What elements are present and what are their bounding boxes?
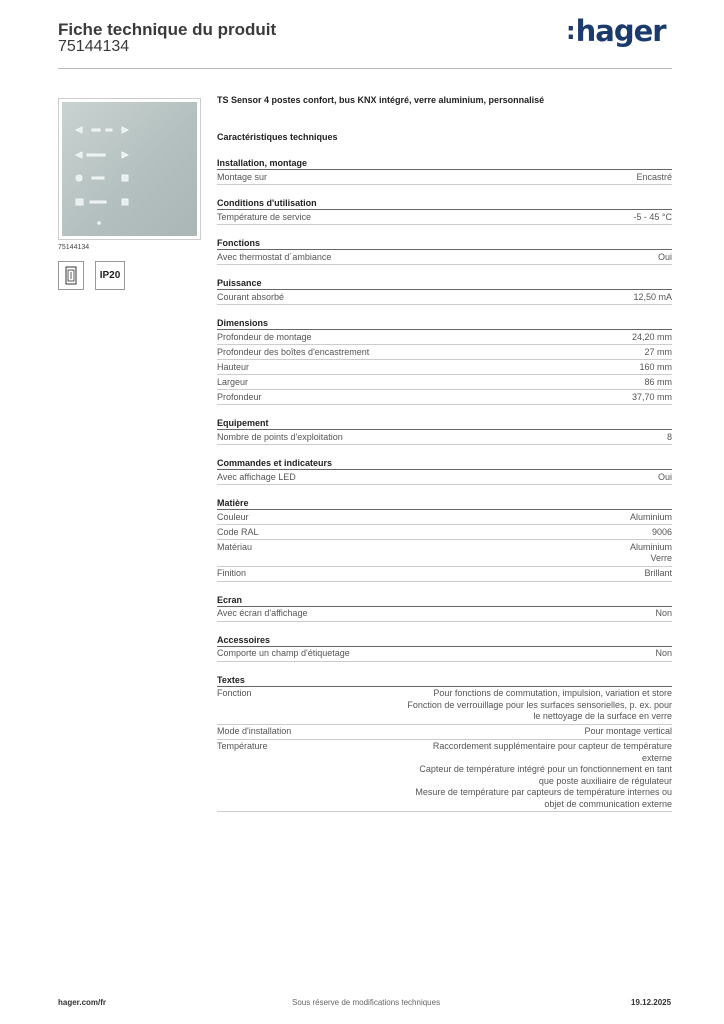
section-spacer: [217, 185, 672, 194]
spec-value: [630, 542, 672, 565]
footer-date: 19.12.2025: [631, 998, 672, 1007]
spec-value-line: -5 - 45 °C: [633, 211, 672, 222]
spec-label: Température de service: [217, 211, 312, 222]
spec-label: Température: [217, 741, 268, 751]
section-title: Matière: [217, 494, 672, 510]
section-title: Commandes et indicateurs: [217, 454, 672, 470]
tech-heading: Caractéristiques techniques: [217, 132, 338, 142]
spec-value-line: Non: [655, 608, 672, 618]
spec-value: [644, 347, 672, 359]
section-title: Dimensions: [217, 314, 672, 330]
product-image: [58, 98, 201, 240]
spec-value-line: Aluminium: [629, 511, 672, 522]
spec-label: Mode d'installation: [217, 726, 292, 736]
spec-value-line: Encastré: [636, 171, 672, 182]
section-title: Fonctions: [217, 234, 672, 250]
section-spacer: [217, 225, 672, 234]
spec-row: [217, 740, 672, 813]
logo-text: hager: [575, 14, 666, 48]
section-spacer: [217, 622, 672, 631]
page-title: Fiche technique du produit: [58, 20, 277, 39]
spec-row: [217, 510, 672, 525]
spec-row: [217, 375, 672, 390]
spec-value-line: Brillant: [644, 568, 672, 578]
spec-section: [217, 274, 672, 314]
spec-row: [217, 330, 672, 345]
spec-value: [415, 741, 672, 810]
spec-value-line: 86 mm: [644, 376, 672, 387]
spec-value: [636, 172, 672, 184]
spec-section: [217, 414, 672, 454]
flush-mount-icon: [58, 261, 84, 290]
spec-label: Profondeur de montage: [217, 331, 312, 342]
spec-label: Code RAL: [217, 526, 259, 537]
ip20-badge: IP20: [95, 261, 125, 290]
spec-section: [217, 454, 672, 494]
section-title: Ecran: [217, 591, 672, 607]
spec-value-line: externe: [641, 752, 672, 763]
spec-value: [644, 568, 672, 580]
spec-value-line: objet de communication externe: [544, 798, 672, 809]
spec-value-line: que poste auxiliaire de régulateur: [538, 775, 672, 786]
spec-value-line: 12,50 mA: [633, 291, 672, 302]
section-spacer: [217, 662, 672, 671]
footer-website[interactable]: hager.com/fr: [58, 998, 107, 1007]
hager-logo[interactable]: :hager: [566, 14, 666, 48]
spec-value: [658, 252, 672, 264]
header-divider: [58, 68, 672, 69]
spec-value-line: Mesure de température par capteurs de température internes ou: [415, 787, 672, 797]
spec-label: Couleur: [217, 511, 249, 522]
spec-row: [217, 687, 672, 725]
spec-value: [639, 362, 672, 374]
spec-section: [217, 494, 672, 591]
spec-value: [658, 472, 672, 484]
spec-row: [217, 360, 672, 375]
spec-row: [217, 525, 672, 540]
section-title: Textes: [217, 671, 672, 687]
spec-row: [217, 567, 672, 582]
spec-value-line: Raccordement supplémentaire pour capteur de température: [432, 741, 672, 751]
spec-value: [652, 527, 672, 539]
spec-sections: [217, 154, 672, 821]
spec-label: Avec écran d'affichage: [217, 608, 308, 618]
spec-value-line: Non: [655, 648, 672, 658]
spec-value: [630, 512, 672, 524]
section-title: Equipement: [217, 414, 672, 430]
section-spacer: [217, 812, 672, 821]
spec-value-line: 160 mm: [639, 361, 672, 372]
spec-value-line: Fonction de verrouillage pour les surfaces sensorielles, p. ex. pour: [407, 699, 672, 710]
spec-value: [667, 432, 672, 444]
spec-label: Profondeur: [217, 391, 262, 402]
spec-row: [217, 345, 672, 360]
footer-disclaimer: Sous réserve de modifications techniques: [292, 998, 441, 1007]
spec-row: [217, 430, 672, 445]
spec-label: Courant absorbé: [217, 291, 285, 302]
spec-section: [217, 234, 672, 274]
spec-section: [217, 194, 672, 234]
spec-section: [217, 314, 672, 414]
spec-row: [217, 170, 672, 185]
spec-row: [217, 250, 672, 265]
spec-value-line: Oui: [657, 471, 672, 482]
spec-value: [644, 377, 672, 389]
spec-value-line: Oui: [657, 251, 672, 262]
spec-row: [217, 390, 672, 405]
product-reference: 75144134: [58, 38, 130, 55]
spec-section: [217, 154, 672, 194]
sensor-buttons-illustration: [62, 102, 197, 236]
spec-label: Fonction: [217, 688, 252, 698]
spec-value: [655, 608, 672, 620]
spec-label: Hauteur: [217, 361, 250, 372]
spec-value: [633, 212, 672, 224]
sensor-panel: [62, 102, 197, 236]
spec-row: [217, 540, 672, 567]
spec-label: Profondeur des boîtes d'encastrement: [217, 346, 370, 357]
section-spacer: [217, 405, 672, 414]
spec-value: [632, 332, 672, 344]
spec-label: Finition: [217, 568, 247, 578]
spec-row: [217, 647, 672, 662]
spec-value: [632, 392, 672, 404]
spec-label: Avec affichage LED: [217, 471, 296, 482]
spec-row: [217, 725, 672, 740]
spec-label: Avec thermostat d´ambiance: [217, 251, 332, 262]
section-spacer: [217, 485, 672, 494]
spec-value: [633, 292, 672, 304]
spec-value: [407, 688, 672, 723]
spec-value-line: 24,20 mm: [631, 331, 672, 342]
spec-value: [584, 726, 672, 738]
spec-value-line: Verre: [650, 553, 672, 563]
spec-value-line: le nettoyage de la surface en verre: [533, 711, 672, 721]
section-title: Installation, montage: [217, 154, 672, 170]
section-title: Accessoires: [217, 631, 672, 647]
spec-value-line: Pour montage vertical: [584, 726, 672, 736]
spec-value-line: 8: [666, 431, 672, 442]
spec-label: Matériau: [217, 541, 253, 552]
spec-label: Montage sur: [217, 171, 268, 182]
section-title: Puissance: [217, 274, 672, 290]
spec-section: [217, 591, 672, 631]
spec-value-line: Pour fonctions de commutation, impulsion, variation et store: [433, 688, 672, 698]
section-spacer: [217, 265, 672, 274]
spec-value-line: Capteur de température intégré pour un fonctionnement en tant: [419, 764, 672, 774]
spec-value-line: 37,70 mm: [631, 391, 672, 402]
spec-section: [217, 671, 672, 822]
spec-row: [217, 470, 672, 485]
section-title: Conditions d'utilisation: [217, 194, 672, 210]
section-spacer: [217, 305, 672, 314]
image-caption: 75144134: [58, 244, 90, 251]
product-description: TS Sensor 4 postes confort, bus KNX intégré, verre aluminium, personnalisé: [217, 95, 545, 105]
section-spacer: [217, 445, 672, 454]
spec-row: [217, 210, 672, 225]
spec-label: Largeur: [217, 376, 249, 387]
spec-content: [217, 95, 672, 821]
spec-value-line: 9006: [651, 526, 672, 537]
spec-label: Nombre de points d'exploitation: [217, 431, 343, 442]
spec-value-line: Aluminium: [629, 541, 672, 552]
spec-row: [217, 290, 672, 305]
spec-row: [217, 607, 672, 622]
spec-label: Comporte un champ d'étiquetage: [217, 648, 350, 658]
spec-section: [217, 631, 672, 671]
section-spacer: [217, 582, 672, 591]
spec-value: [655, 648, 672, 660]
spec-value-line: 27 mm: [644, 346, 672, 357]
